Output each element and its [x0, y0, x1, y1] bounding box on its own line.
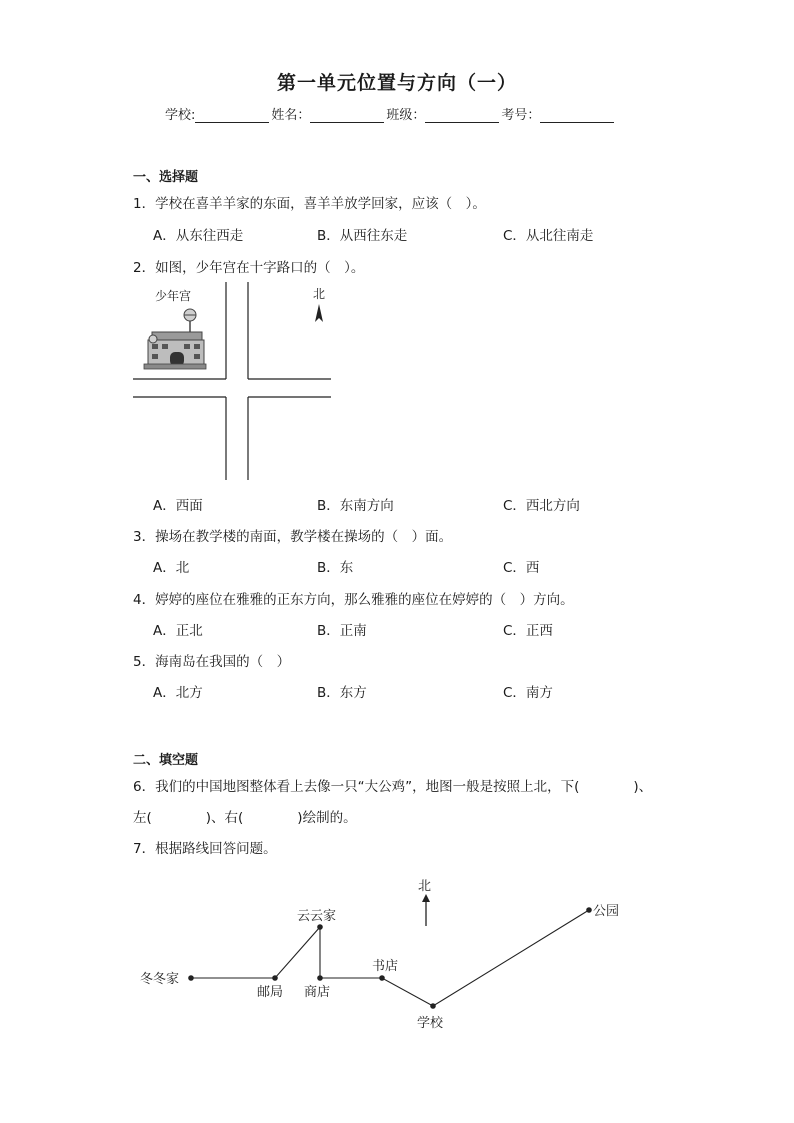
section-heading-fill: 二、填空题: [133, 753, 199, 768]
section-heading-choice: 一、选择题: [133, 170, 199, 185]
q5-option-c[interactable]: C．南方: [503, 685, 553, 701]
q4-option-a[interactable]: A．正北: [153, 623, 203, 639]
q3-option-a[interactable]: A．北: [153, 560, 190, 576]
route-map-figure: [130, 870, 650, 1040]
question-7: 7．根据路线回答问题。: [133, 841, 277, 857]
shop-label: 商店: [304, 985, 331, 1000]
question-1: 1．学校在喜羊羊家的东面，喜羊羊放学回家，应该（ ）。: [133, 196, 486, 212]
crossroad-figure: [130, 280, 340, 485]
q2-option-c[interactable]: C．西北方向: [503, 498, 580, 514]
building-icon: [144, 309, 206, 369]
question-3: 3．操场在教学楼的南面，教学楼在操场的（ ）面。: [133, 529, 453, 545]
q5-option-a[interactable]: A．北方: [153, 685, 203, 701]
figure-north-label: 北: [313, 287, 326, 301]
crossroad-lines: [133, 282, 331, 480]
question-4: 4．婷婷的座位在雅雅的正东方向，那么雅雅的座位在婷婷的（ ）方向。: [133, 592, 574, 608]
question-6-line-1: 6．我们的中国地图整体看上去像一只“大公鸡”，地图一般是按照上北，下( )、: [133, 779, 653, 795]
q2-option-b[interactable]: B．东南方向: [317, 498, 394, 514]
youth-palace-label: 少年宫: [155, 289, 192, 303]
map-north-arrow-icon: [422, 894, 430, 926]
q5-option-b[interactable]: B．东方: [317, 685, 367, 701]
q3-option-b[interactable]: B．东: [317, 560, 354, 576]
q4-option-b[interactable]: B．正南: [317, 623, 367, 639]
question-5: 5．海南岛在我国的（ ）: [133, 654, 291, 670]
park-label: 公园: [593, 904, 620, 919]
q3-option-c[interactable]: C．西: [503, 560, 540, 576]
question-2: 2．如图，少年宫在十字路口的（ ）。: [133, 260, 365, 276]
school-field[interactable]: [195, 108, 269, 123]
school-label-map: 学校: [417, 1016, 444, 1031]
bookstore-label: 书店: [372, 959, 399, 974]
q1-option-a[interactable]: A．从东往西走: [153, 228, 244, 244]
page-title: 第一单元位置与方向（一）: [276, 72, 517, 94]
q4-option-c[interactable]: C．正西: [503, 623, 553, 639]
route-points: [188, 907, 592, 1009]
post-office-label: 邮局: [257, 985, 284, 1000]
number-field[interactable]: [540, 108, 614, 123]
number-label: 考号：: [501, 108, 541, 123]
class-field[interactable]: [425, 108, 499, 123]
name-label: 姓名：: [271, 108, 311, 123]
q1-option-c[interactable]: C．从北往南走: [503, 228, 594, 244]
student-info-line: [165, 104, 616, 123]
yunyun-home-label: 云云家: [297, 909, 337, 924]
class-label: 班级：: [386, 108, 426, 123]
name-field[interactable]: [310, 108, 384, 123]
dongdong-home-label: 冬冬家: [140, 972, 180, 987]
map-north-label: 北: [418, 879, 432, 894]
q1-option-b[interactable]: B．从西往东走: [317, 228, 408, 244]
school-label: 学校:: [165, 108, 196, 123]
q2-option-a[interactable]: A．西面: [153, 498, 203, 514]
north-arrow-icon: [315, 304, 323, 322]
question-6-line-2: 左( )、右( )绘制的。: [133, 810, 357, 826]
route-lines: [191, 910, 589, 1006]
